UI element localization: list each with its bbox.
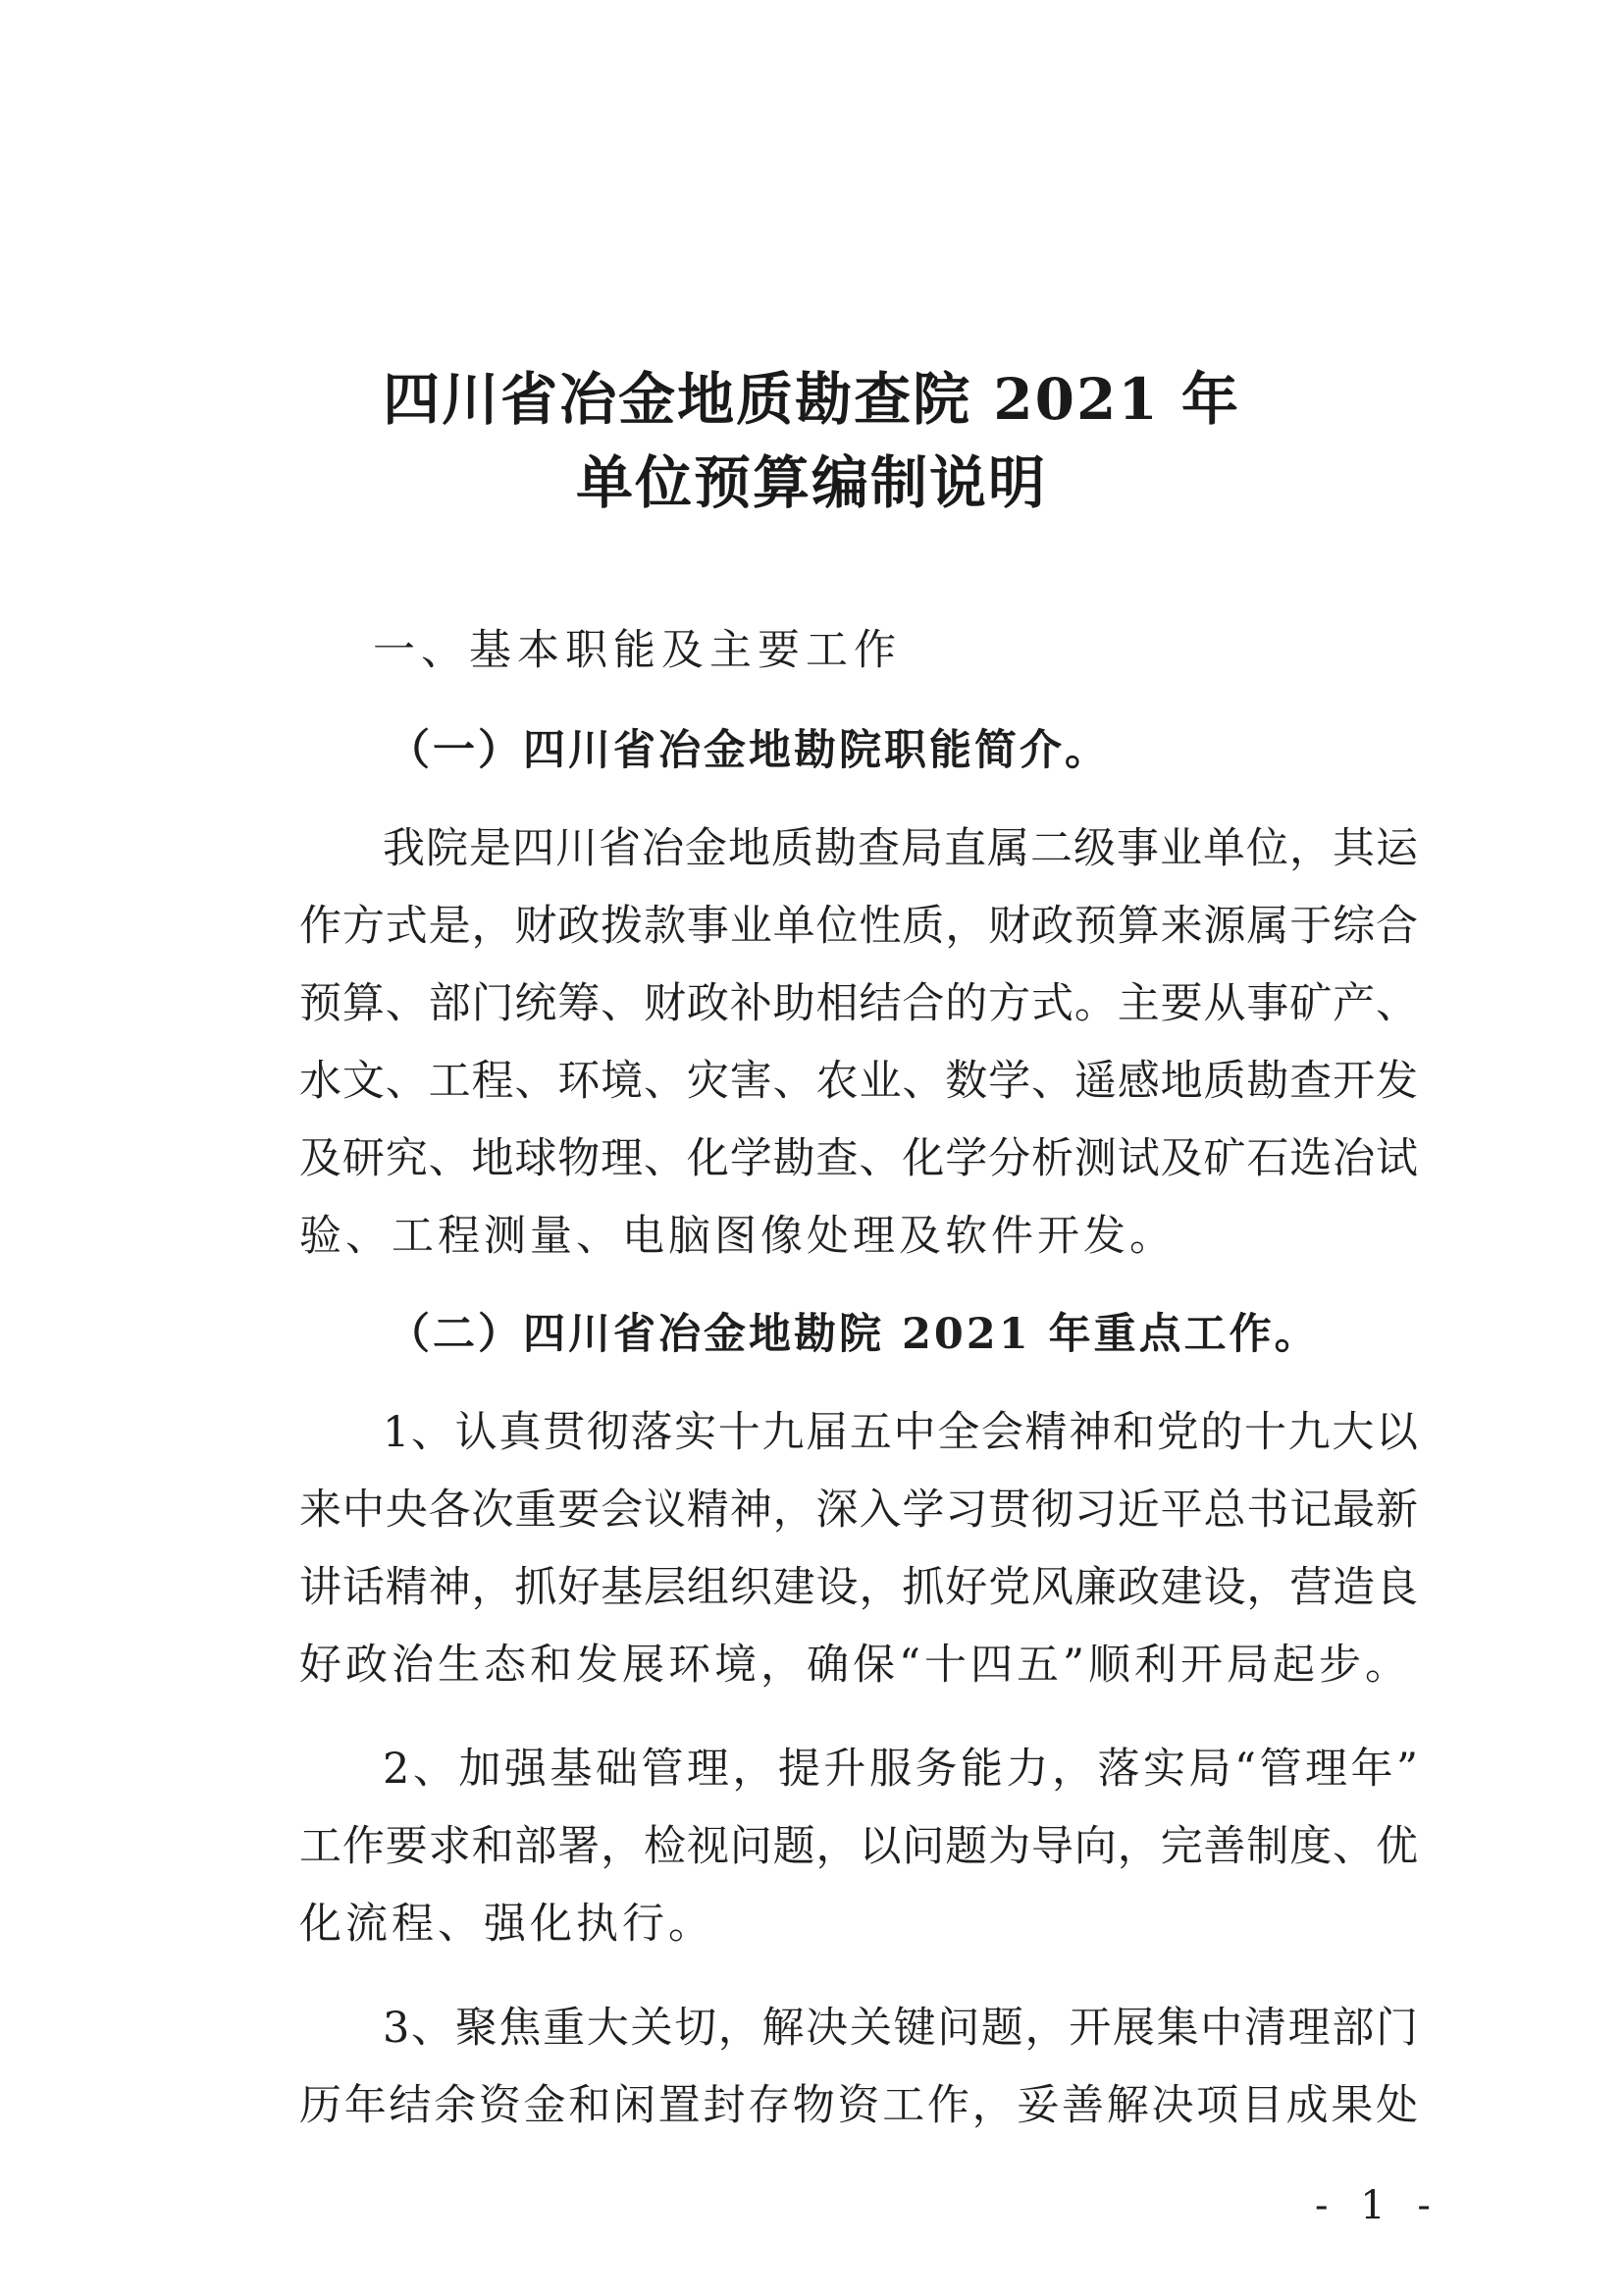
paragraph-line: 验、工程测量、电脑图像处理及软件开发。	[299, 1212, 1176, 1261]
page-number: - 1 -	[1315, 2183, 1440, 2228]
paragraph-line: 来中央各次重要会议精神，深入学习贯彻习近平总书记最新	[299, 1486, 1418, 1535]
document-title-line-1: 四川省冶金地质勘查院 2021 年	[383, 366, 1240, 433]
paragraph-line: 化流程、强化执行。	[299, 1900, 714, 1949]
paragraph-line: 我院是四川省冶金地质勘查局直属二级事业单位，其运	[383, 824, 1418, 873]
paragraph-line: 2、加强基础管理，提升服务能力，落实局“管理年”	[383, 1745, 1418, 1794]
paragraph-line: 工作要求和部署，检视问题，以问题为导向，完善制度、优	[299, 1822, 1418, 1871]
paragraph-line: 历年结余资金和闲置封存物资工作，妥善解决项目成果处	[299, 2081, 1418, 2130]
paragraph-line: 及研究、地球物理、化学勘查、化学分析测试及矿石选冶试	[299, 1134, 1418, 1183]
paragraph-line: 1、认真贯彻落实十九届五中全会精神和党的十九大以	[383, 1408, 1418, 1457]
paragraph-line: 3、聚焦重大关切，解决关键问题，开展集中清理部门	[383, 2004, 1418, 2053]
document-title-line-2: 单位预算编制说明	[575, 449, 1047, 516]
paragraph-line: 好政治生态和发展环境，确保“十四五”顺利开局起步。	[299, 1641, 1411, 1690]
paragraph-line: 作方式是，财政拨款事业单位性质，财政预算来源属于综合	[299, 902, 1418, 951]
subsection-heading-functions: （一）四川省冶金地勘院职能简介。	[388, 726, 1110, 775]
paragraph-line: 水文、工程、环境、灾害、农业、数学、遥感地质勘查开发	[299, 1057, 1418, 1106]
subsection-heading-key-work: （二）四川省冶金地勘院 2021 年重点工作。	[388, 1310, 1320, 1359]
section-heading-basic-functions: 一、基本职能及主要工作	[373, 626, 902, 675]
paragraph-line: 讲话精神，抓好基层组织建设，抓好党风廉政建设，营造良	[299, 1563, 1418, 1612]
paragraph-line: 预算、部门统筹、财政补助相结合的方式。主要从事矿产、	[299, 979, 1418, 1028]
